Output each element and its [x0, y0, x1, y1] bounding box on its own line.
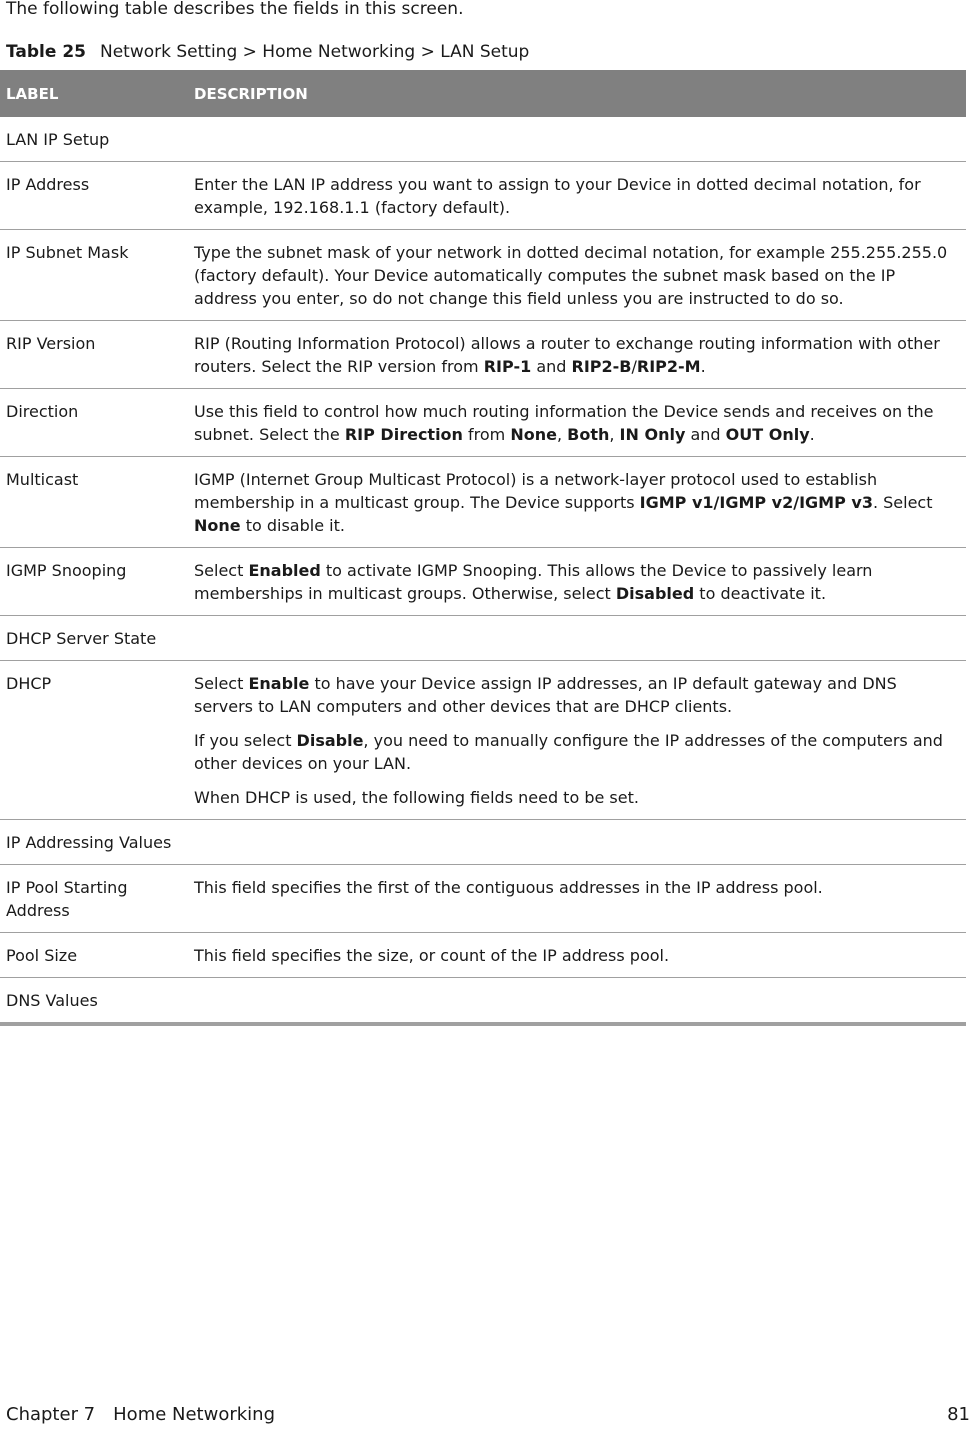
table-caption [6, 42, 529, 62]
footer-chapter-title: Home Networking [113, 1404, 276, 1425]
description-paragraph [194, 876, 960, 899]
description-paragraph [194, 672, 960, 718]
row-label: IP Address [0, 162, 188, 230]
text-run: IGMP (Internet Group Multicast Protocol) is a network-layer protocol used to establish membership in a multicast group. The Device supports [194, 470, 878, 512]
text-run: Select [194, 561, 249, 580]
description-paragraph [194, 729, 960, 775]
description-paragraph [194, 173, 960, 219]
description-paragraph [194, 332, 960, 378]
table-row [0, 820, 966, 865]
row-label: IGMP Snooping [0, 548, 188, 616]
text-run: RIP (Routing Information Protocol) allows a router to exchange routing information with other routers. Select the RIP version from [194, 334, 940, 376]
bold-term: None [194, 516, 241, 535]
row-description [188, 820, 966, 865]
table-title: Network Setting > Home Networking > LAN Setup [99, 42, 530, 62]
table-number: Table 25 [6, 42, 86, 62]
table-row [0, 117, 966, 162]
description-paragraph [194, 241, 960, 310]
row-label: DHCP [0, 661, 188, 820]
row-label: IP Pool Starting Address [0, 865, 188, 933]
text-run: , [609, 425, 620, 444]
text-run: to activate IGMP Snooping. This allows the Device to passively learn memberships in multicast groups. Otherwise, select [194, 561, 873, 603]
row-description [188, 162, 966, 230]
bold-term: Both [567, 425, 610, 444]
row-description [188, 230, 966, 321]
footer-chapter: Chapter 7 [6, 1404, 96, 1425]
text-run: to have your Device assign IP addresses, an IP default gateway and DNS servers to LAN computers and other devices that are DHCP clients. [194, 674, 897, 716]
table-row [0, 230, 966, 321]
row-description [188, 389, 966, 457]
row-label: LAN IP Setup [0, 117, 188, 162]
label-column-header: LABEL [0, 70, 188, 117]
row-description [188, 117, 966, 162]
table-row [0, 457, 966, 548]
text-run: to disable it. [240, 516, 345, 535]
text-run: . [700, 357, 706, 376]
table-row [0, 661, 966, 820]
row-description [188, 616, 966, 661]
text-run: to deactivate it. [694, 584, 827, 603]
bold-term: IGMP v1/IGMP v2/IGMP v3 [639, 493, 873, 512]
bold-term: Disable [296, 731, 364, 750]
text-run: and [685, 425, 726, 444]
description-paragraph [194, 468, 960, 537]
bold-term: RIP Direction [344, 425, 463, 444]
table-row [0, 389, 966, 457]
row-description [188, 865, 966, 933]
text-run: This field specifies the size, or count of the IP address pool. [194, 946, 670, 965]
row-description [188, 548, 966, 616]
row-description [188, 321, 966, 389]
table-row [0, 616, 966, 661]
text-run: When DHCP is used, the following fields need to be set. [194, 788, 639, 807]
description-paragraph [194, 944, 960, 967]
row-label: IP Addressing Values [0, 820, 188, 865]
table-row [0, 162, 966, 230]
fields-table [0, 70, 966, 1026]
row-label: DNS Values [0, 978, 188, 1025]
text-run: / [631, 357, 637, 376]
row-description [188, 978, 966, 1025]
description-paragraph [194, 559, 960, 605]
row-label: Direction [0, 389, 188, 457]
text-run: Enter the LAN IP address you want to assign to your Device in dotted decimal notation, for example, 192.168.1.1 (factory default). [194, 175, 921, 217]
table-row [0, 865, 966, 933]
text-run: . Select [872, 493, 933, 512]
bold-term: RIP-1 [483, 357, 532, 376]
text-run: , [556, 425, 568, 444]
text-run: This field specifies the first of the contiguous addresses in the IP address pool. [194, 878, 823, 897]
table-row [0, 978, 966, 1025]
bold-term: Enabled [248, 561, 321, 580]
page-footer [6, 1404, 275, 1425]
row-label: IP Subnet Mask [0, 230, 188, 321]
bold-term: RIP2-M [636, 357, 701, 376]
text-run: , you need to manually configure the IP addresses of the computers and other devices on your LAN. [194, 731, 943, 773]
text-run: If you select [194, 731, 297, 750]
row-label: DHCP Server State [0, 616, 188, 661]
page-number: 81 [947, 1404, 970, 1425]
table-header-row [0, 70, 966, 117]
bold-term: None [510, 425, 557, 444]
row-label: RIP Version [0, 321, 188, 389]
text-run: and [531, 357, 572, 376]
bold-term: Disabled [615, 584, 695, 603]
row-description [188, 661, 966, 820]
table-row [0, 321, 966, 389]
table-row [0, 548, 966, 616]
row-label: Multicast [0, 457, 188, 548]
text-run: Type the subnet mask of your network in dotted decimal notation, for example 255.255.255.0 (factory default). Your Device automatically computes the subnet mask based on the IP address you enter, so do not change this field unless you are instructed to do so. [194, 243, 948, 308]
bold-term: OUT Only [725, 425, 810, 444]
row-label: Pool Size [0, 933, 188, 978]
intro-text: The following table describes the fields in this screen. [6, 0, 464, 19]
bold-term: IN Only [619, 425, 686, 444]
text-run: Select [194, 674, 249, 693]
text-run: Use this field to control how much routing information the Device sends and receives on the subnet. Select the [194, 402, 934, 444]
description-paragraph [194, 786, 960, 809]
row-description [188, 457, 966, 548]
row-description [188, 933, 966, 978]
description-paragraph [194, 400, 960, 446]
description-column-header: DESCRIPTION [188, 70, 966, 117]
text-run: . [809, 425, 815, 444]
table-row [0, 933, 966, 978]
text-run: from [462, 425, 511, 444]
bold-term: RIP2-B [571, 357, 632, 376]
bold-term: Enable [248, 674, 310, 693]
